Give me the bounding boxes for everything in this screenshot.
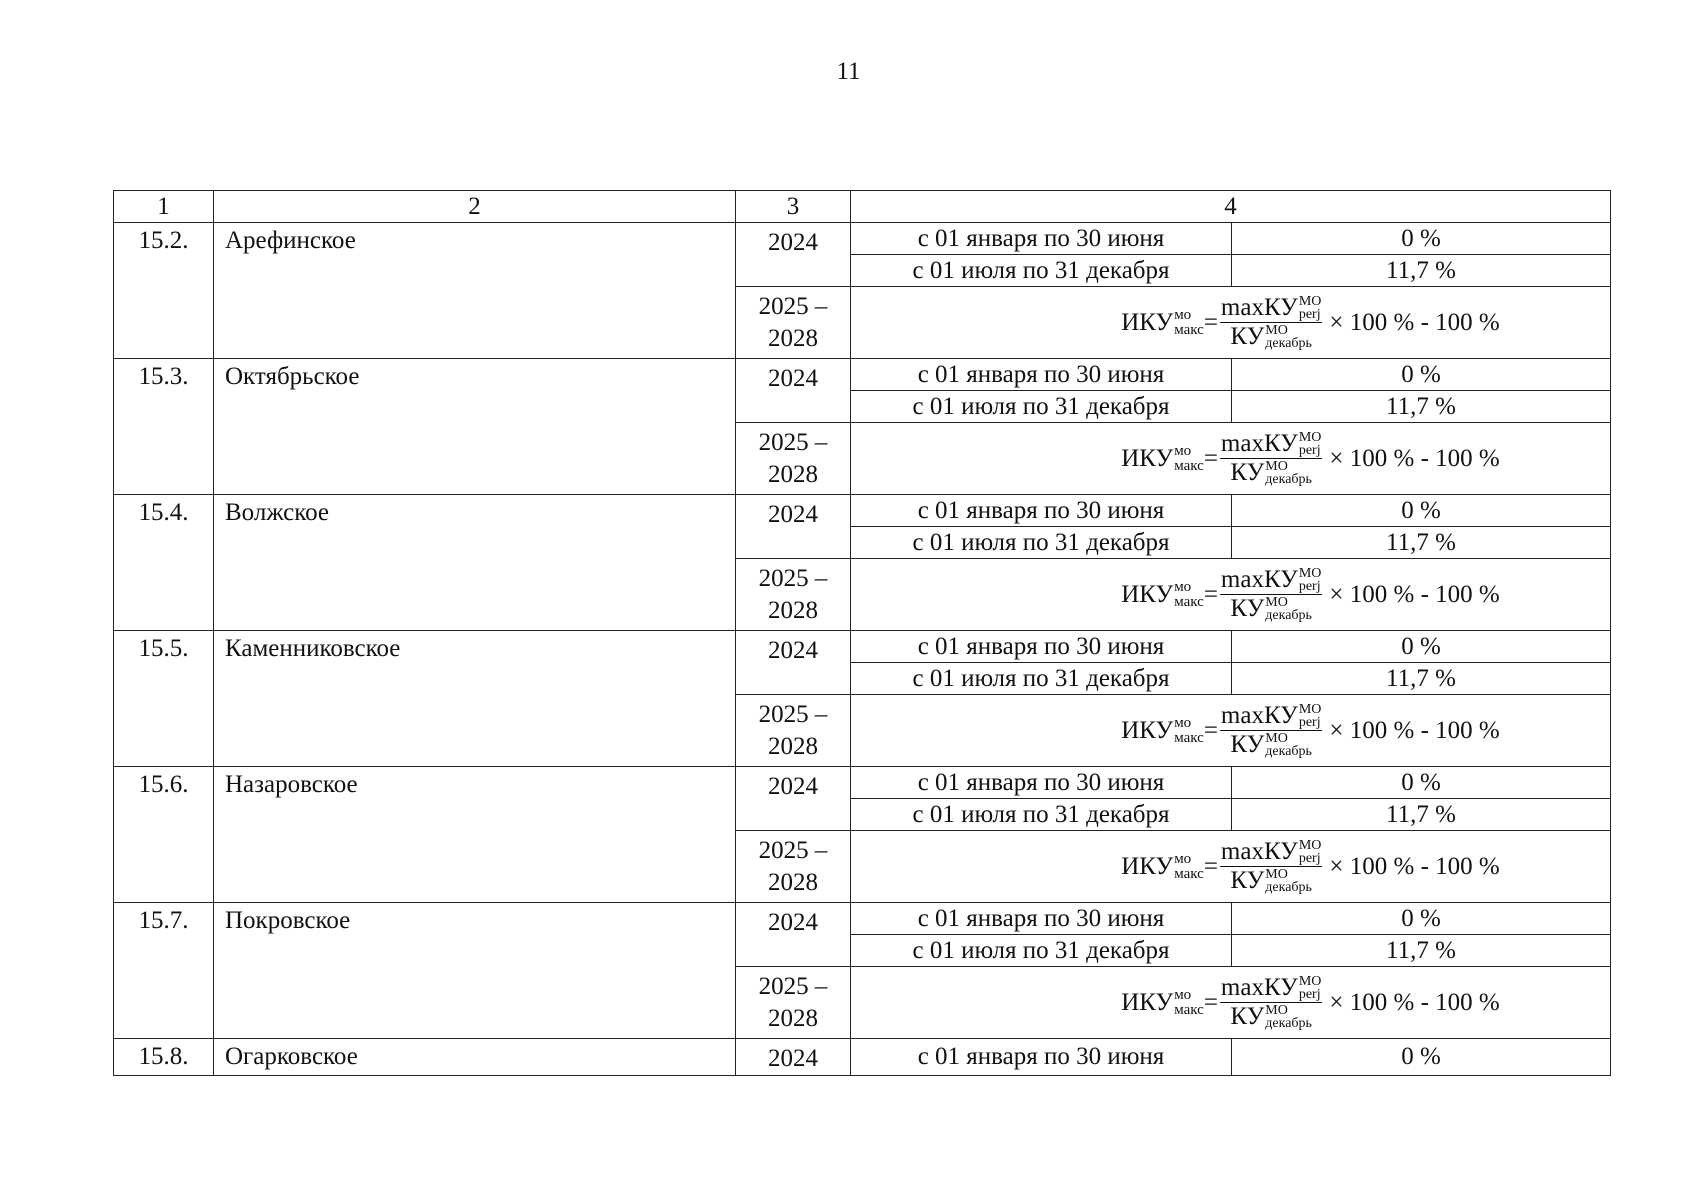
formula-tail: × 100 % - 100 % xyxy=(1329,852,1500,880)
formula-denominator xyxy=(1230,731,1312,758)
formula-num-main: maxКУ xyxy=(1220,702,1298,729)
table-row xyxy=(114,631,1611,663)
formula-num-sub: perj xyxy=(1298,851,1321,866)
percent-cell: 11,7 % xyxy=(1232,391,1611,423)
formula-num-sup: МО xyxy=(1298,838,1322,853)
formula-lhs-sub: макс xyxy=(1174,321,1204,338)
formula-lhs-sup: мо xyxy=(1174,986,1192,1003)
percent-cell: 0 % xyxy=(1232,631,1611,663)
year-range-from: 2025 – xyxy=(758,564,828,592)
percent-cell: 11,7 % xyxy=(1232,527,1611,559)
settlement-name: Арефинское xyxy=(214,223,736,359)
formula-cell xyxy=(851,423,1611,495)
formula-num-sub: perj xyxy=(1298,307,1321,322)
percent-cell: 0 % xyxy=(1232,223,1611,255)
year-range-from: 2025 – xyxy=(758,700,828,728)
formula-den-sub: декабрь xyxy=(1265,608,1312,623)
table-row xyxy=(114,495,1611,527)
formula-equals: = xyxy=(1203,444,1218,472)
formula-lhs-sub: макс xyxy=(1174,1001,1204,1018)
period-cell: с 01 июля по 31 декабря xyxy=(851,663,1232,695)
formula-lhs-sup: мо xyxy=(1174,306,1192,323)
formula-denominator xyxy=(1230,595,1312,622)
formula-cell xyxy=(851,967,1611,1039)
formula-den-sup: МО xyxy=(1265,731,1288,746)
table-row xyxy=(114,223,1611,255)
formula-num-sup: МО xyxy=(1298,566,1322,581)
year-cell: 2024 xyxy=(736,767,851,831)
year-range-to: 2028 xyxy=(768,324,818,352)
formula-fraction xyxy=(1220,975,1322,1030)
formula-cell xyxy=(851,695,1611,767)
formula-lhs-main: ИКУ xyxy=(1121,580,1174,608)
formula-den-main: КУ xyxy=(1230,459,1265,486)
settlement-name: Огарковское xyxy=(214,1039,736,1076)
formula-num-main: maxКУ xyxy=(1220,294,1298,321)
year-range-cell xyxy=(736,695,851,767)
formula-tail: × 100 % - 100 % xyxy=(1329,308,1500,336)
row-number: 15.6. xyxy=(114,767,214,903)
settlement-name: Назаровское xyxy=(214,767,736,903)
formula-numerator xyxy=(1220,295,1322,323)
period-cell: с 01 июля по 31 декабря xyxy=(851,527,1232,559)
formula-lhs xyxy=(1121,308,1204,338)
formula-fraction xyxy=(1220,295,1322,350)
formula-den-sub: декабрь xyxy=(1265,336,1312,351)
year-range-cell xyxy=(736,967,851,1039)
formula xyxy=(961,431,1499,486)
formula-num-main: maxКУ xyxy=(1220,974,1298,1001)
formula-denominator xyxy=(1230,867,1312,894)
year-cell: 2024 xyxy=(736,495,851,559)
formula-lhs-main: ИКУ xyxy=(1121,444,1174,472)
page-number: 11 xyxy=(836,58,861,85)
year-range-cell xyxy=(736,423,851,495)
formula-num-sup: МО xyxy=(1298,294,1322,309)
row-number: 15.8. xyxy=(114,1039,214,1076)
tariff-table xyxy=(113,190,1611,1076)
period-cell: с 01 июля по 31 декабря xyxy=(851,255,1232,287)
formula-lhs-sup: мо xyxy=(1174,442,1192,459)
row-number: 15.3. xyxy=(114,359,214,495)
period-cell: с 01 января по 30 июня xyxy=(851,1039,1232,1076)
formula-lhs-main: ИКУ xyxy=(1121,308,1174,336)
formula-den-sup: МО xyxy=(1265,867,1288,882)
header-col-1: 1 xyxy=(114,191,214,223)
table-row xyxy=(114,359,1611,391)
percent-cell: 11,7 % xyxy=(1232,799,1611,831)
formula-numerator xyxy=(1220,567,1322,595)
formula-den-main: КУ xyxy=(1230,323,1265,350)
formula xyxy=(961,839,1499,894)
formula-den-sub: декабрь xyxy=(1265,880,1312,895)
formula-den-sub: декабрь xyxy=(1265,472,1312,487)
period-cell: с 01 января по 30 июня xyxy=(851,903,1232,935)
formula-tail: × 100 % - 100 % xyxy=(1329,444,1500,472)
formula-num-sub: perj xyxy=(1298,715,1321,730)
period-cell: с 01 июля по 31 декабря xyxy=(851,799,1232,831)
row-number: 15.5. xyxy=(114,631,214,767)
period-cell: с 01 января по 30 июня xyxy=(851,631,1232,663)
percent-cell: 11,7 % xyxy=(1232,663,1611,695)
year-range-to: 2028 xyxy=(768,732,818,760)
year-range-from: 2025 – xyxy=(758,292,828,320)
formula-numerator xyxy=(1220,839,1322,867)
table-row xyxy=(114,903,1611,935)
formula-equals: = xyxy=(1203,308,1218,336)
formula-num-sub: perj xyxy=(1298,987,1321,1002)
formula-equals: = xyxy=(1203,852,1218,880)
formula-cell xyxy=(851,831,1611,903)
formula-numerator xyxy=(1220,703,1322,731)
header-col-2: 2 xyxy=(214,191,736,223)
formula-den-sup: МО xyxy=(1265,595,1288,610)
formula-den-sub: декабрь xyxy=(1265,1016,1312,1031)
year-cell: 2024 xyxy=(736,631,851,695)
formula-lhs-main: ИКУ xyxy=(1121,988,1174,1016)
formula-lhs xyxy=(1121,852,1204,882)
percent-cell: 11,7 % xyxy=(1232,935,1611,967)
formula-lhs-sup: мо xyxy=(1174,850,1192,867)
formula-fraction xyxy=(1220,703,1322,758)
period-cell: с 01 июля по 31 декабря xyxy=(851,935,1232,967)
formula-numerator xyxy=(1220,431,1322,459)
formula-denominator xyxy=(1230,1003,1312,1030)
year-cell: 2024 xyxy=(736,359,851,423)
settlement-name: Покровское xyxy=(214,903,736,1039)
formula-num-main: maxКУ xyxy=(1220,838,1298,865)
formula-tail: × 100 % - 100 % xyxy=(1329,580,1500,608)
formula-den-main: КУ xyxy=(1230,867,1265,894)
row-number: 15.2. xyxy=(114,223,214,359)
formula-equals: = xyxy=(1203,716,1218,744)
year-range-to: 2028 xyxy=(768,1004,818,1032)
row-number: 15.7. xyxy=(114,903,214,1039)
percent-cell: 0 % xyxy=(1232,903,1611,935)
formula-denominator xyxy=(1230,459,1312,486)
formula-tail: × 100 % - 100 % xyxy=(1329,988,1500,1016)
formula-num-sub: perj xyxy=(1298,443,1321,458)
year-cell: 2024 xyxy=(736,1039,851,1076)
year-range-to: 2028 xyxy=(768,596,818,624)
header-row xyxy=(114,191,1611,223)
period-cell: с 01 июля по 31 декабря xyxy=(851,391,1232,423)
formula-den-sup: МО xyxy=(1265,459,1288,474)
formula-tail: × 100 % - 100 % xyxy=(1329,716,1500,744)
formula xyxy=(961,295,1499,350)
formula-den-main: КУ xyxy=(1230,1003,1265,1030)
settlement-name: Каменниковское xyxy=(214,631,736,767)
year-range-to: 2028 xyxy=(768,460,818,488)
formula-den-sup: МО xyxy=(1265,1003,1288,1018)
formula-lhs-sub: макс xyxy=(1174,457,1204,474)
formula-fraction xyxy=(1220,431,1322,486)
formula-fraction xyxy=(1220,567,1322,622)
percent-cell: 11,7 % xyxy=(1232,255,1611,287)
year-range-from: 2025 – xyxy=(758,428,828,456)
formula-equals: = xyxy=(1203,580,1218,608)
formula-cell xyxy=(851,559,1611,631)
formula xyxy=(961,567,1499,622)
formula-lhs-main: ИКУ xyxy=(1121,852,1174,880)
formula-lhs xyxy=(1121,444,1204,474)
formula-lhs-sub: макс xyxy=(1174,593,1204,610)
settlement-name: Волжское xyxy=(214,495,736,631)
year-range-from: 2025 – xyxy=(758,836,828,864)
formula-lhs xyxy=(1121,716,1204,746)
year-range-from: 2025 – xyxy=(758,972,828,1000)
formula-num-main: maxКУ xyxy=(1220,430,1298,457)
year-cell: 2024 xyxy=(736,903,851,967)
formula-num-sup: МО xyxy=(1298,974,1322,989)
formula-den-sup: МО xyxy=(1265,323,1288,338)
period-cell: с 01 января по 30 июня xyxy=(851,359,1232,391)
formula xyxy=(961,703,1499,758)
header-col-4: 4 xyxy=(851,191,1611,223)
percent-cell: 0 % xyxy=(1232,1039,1611,1076)
period-cell: с 01 января по 30 июня xyxy=(851,767,1232,799)
formula-num-sup: МО xyxy=(1298,430,1322,445)
formula-equals: = xyxy=(1203,988,1218,1016)
formula xyxy=(961,975,1499,1030)
formula-fraction xyxy=(1220,839,1322,894)
formula-num-sup: МО xyxy=(1298,702,1322,717)
row-number: 15.4. xyxy=(114,495,214,631)
year-range-cell xyxy=(736,559,851,631)
year-range-cell xyxy=(736,287,851,359)
formula-numerator xyxy=(1220,975,1322,1003)
formula-den-main: КУ xyxy=(1230,731,1265,758)
table-row xyxy=(114,767,1611,799)
settlement-name: Октябрьское xyxy=(214,359,736,495)
year-range-cell xyxy=(736,831,851,903)
formula-den-main: КУ xyxy=(1230,595,1265,622)
formula-lhs-sub: макс xyxy=(1174,729,1204,746)
year-range-to: 2028 xyxy=(768,868,818,896)
formula-num-sub: perj xyxy=(1298,579,1321,594)
formula-num-main: maxКУ xyxy=(1220,566,1298,593)
percent-cell: 0 % xyxy=(1232,359,1611,391)
period-cell: с 01 января по 30 июня xyxy=(851,495,1232,527)
percent-cell: 0 % xyxy=(1232,495,1611,527)
formula-cell xyxy=(851,287,1611,359)
percent-cell: 0 % xyxy=(1232,767,1611,799)
formula-denominator xyxy=(1230,323,1312,350)
table-row xyxy=(114,1039,1611,1076)
year-cell: 2024 xyxy=(736,223,851,287)
formula-lhs xyxy=(1121,988,1204,1018)
formula-lhs-main: ИКУ xyxy=(1121,716,1174,744)
formula-lhs xyxy=(1121,580,1204,610)
formula-lhs-sup: мо xyxy=(1174,578,1192,595)
formula-lhs-sub: макс xyxy=(1174,865,1204,882)
formula-den-sub: декабрь xyxy=(1265,744,1312,759)
period-cell: с 01 января по 30 июня xyxy=(851,223,1232,255)
formula-lhs-sup: мо xyxy=(1174,714,1192,731)
header-col-3: 3 xyxy=(736,191,851,223)
